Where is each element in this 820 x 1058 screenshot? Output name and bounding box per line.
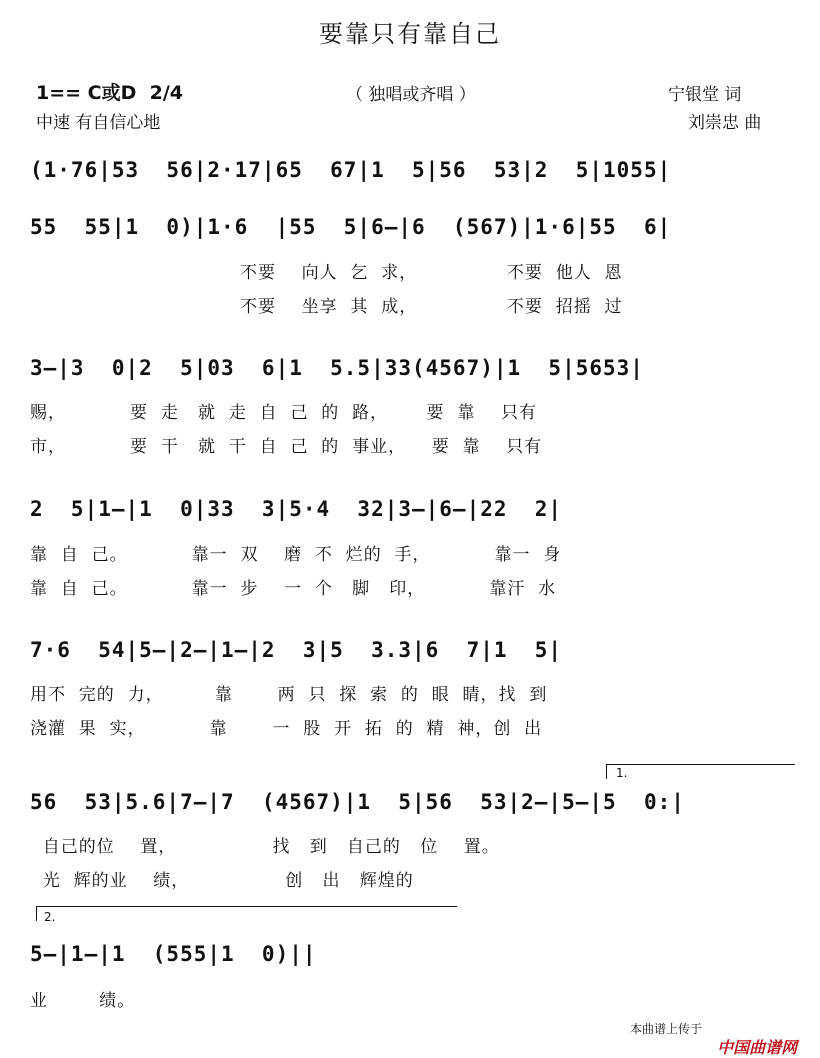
performance-mode: （ 独唱或齐唱 ） [346, 85, 476, 105]
lyric-line-verse-1: 靠 自 己。 靠一 双 磨 不 烂的 手， 靠一 身 [30, 545, 562, 565]
upload-credit: 本曲谱上传于 [630, 1022, 703, 1036]
volta-number: 1. [616, 766, 628, 780]
lyric-line-verse-1: 用不 完的 力， 靠 两 只 探 索 的 眼 睛，找 到 [30, 685, 548, 705]
lyric-line-verse-1: 赐， 要 走 就 走 自 己 的 路， 要 靠 只有 [30, 403, 537, 423]
lyric-line-verse-2: 光 辉的业 绩， 创 出 辉煌的 [30, 871, 414, 891]
site-logo [706, 1016, 797, 1058]
lyric-line-verse-1: 自己的位 置， 找 到 自己的 位 置。 [30, 837, 500, 857]
notation-line: 7·6 54|5—|2—|1—|2 3|5 3.3|6 7|1 5| [30, 638, 563, 662]
lyricist-credit: 宁银堂 词 [668, 85, 742, 105]
notation-line: 55 55|1 0)|1·6 |55 5|6—|6 (567)|1·6|55 6| [30, 215, 672, 239]
lyric-line-verse-2: 浇灌 果 实， 靠 一 股 开 拓 的 精 神，创 出 [30, 719, 543, 739]
volta-bracket-1 [606, 764, 795, 779]
site-logo-text: 中国曲谱网 [717, 1038, 798, 1057]
lyric-line-verse-2: 靠 自 己。 靠一 步 一 个 脚 印， 靠汗 水 [30, 579, 557, 599]
lyric-line-verse-1: 不要 向人 乞 求， 不要 他人 恩 [240, 263, 623, 283]
lyric-line-verse-2: 市， 要 干 就 干 自 己 的 事业， 要 靠 只有 [30, 437, 543, 457]
key-signature: 1== C或D 2/4 [36, 82, 183, 104]
tempo-marking: 中速 有自信心地 [36, 113, 161, 133]
notation-line: 56 53|5.6|7—|7 (4567)|1 5|56 53|2—|5—|5 0:| [30, 790, 685, 814]
notation-line: 2 5|1—|1 0|33 3|5·4 32|3—|6—|22 2| [30, 497, 563, 521]
notation-line: 3—|3 0|2 5|03 6|1 5.5|33(4567)|1 5|5653| [30, 356, 644, 380]
notation-line: 5—|1—|1 (555|1 0)|| [30, 942, 317, 966]
lyric-line-verse-1: 业 绩。 [30, 991, 136, 1011]
composer-credit: 刘崇忠 曲 [688, 113, 762, 133]
volta-bracket-2 [36, 906, 457, 921]
lyric-line-verse-2: 不要 坐享 其 成， 不要 招摇 过 [240, 297, 623, 317]
notation-line: (1·76|53 56|2·17|65 67|1 5|56 53|2 5|1055| [30, 158, 672, 182]
volta-number: 2. [44, 910, 56, 924]
page-title: 要靠只有靠自己 [319, 20, 501, 48]
